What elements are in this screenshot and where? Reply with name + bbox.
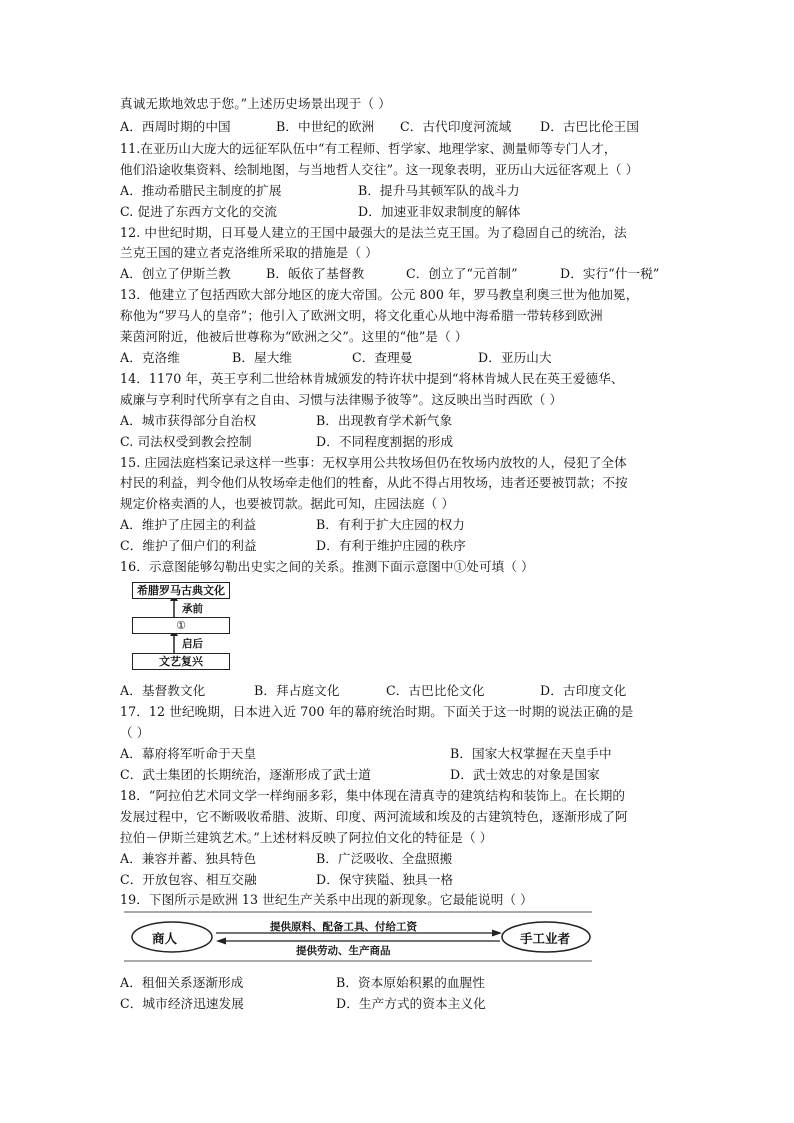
question-text: 17．12 世纪晚期，日本进入近 700 年的幕府统治时期。下面关于这一时期的说法正确的是 <box>120 704 634 719</box>
option-c: C. 促进了东西方文化的交流 <box>120 204 278 219</box>
option-b: B．有利于扩大庄园的权力 <box>316 517 465 532</box>
option-a: A．兼容并蓄、独具特色 <box>120 851 257 866</box>
flowchart-bottom-box: 文艺复兴 <box>132 653 230 670</box>
question-text: 发展过程中，它不断吸收希腊、波斯、印度、两河流域和埃及的古建筑特色，逐渐形成了阿 <box>120 809 628 824</box>
question-text: 规定价格卖酒的人，也要被罚款。据此可知，庄园法庭（ ） <box>120 496 455 511</box>
question-text: 真诚无欺地效忠于您。”上述历史场景出现于（ ） <box>120 96 391 111</box>
option-c: C．查理曼 <box>352 350 413 365</box>
option-c: C．古代印度河流域 <box>400 119 512 134</box>
question-text: 13．他建立了包括西欧大部分地区的庞大帝国。公元 800 年，罗马教皇利奥三世为他加冕， <box>120 287 639 302</box>
question-text: 11.在亚历山大庞大的远征军队伍中“有工程师、哲学家、地理学家、测量师等专门人才， <box>120 141 617 156</box>
option-c: C．创立了“元首制” <box>406 266 518 281</box>
option-d: D．有利于维护庄园的秩序 <box>316 538 466 553</box>
flowchart-arrow-label: 承前 <box>182 603 203 615</box>
option-d: D．亚历山大 <box>478 350 552 365</box>
question-text: 14．1170 年，英王亨利二世给林肯城颁发的特许状中提到“将林肯城人民在英王爱德华、 <box>120 371 624 386</box>
option-d: D．古印度文化 <box>540 683 627 698</box>
option-a: A．克洛维 <box>120 350 180 365</box>
option-c: C．开放包容、相互交融 <box>120 872 257 887</box>
option-a: A．城市获得部分自治权 <box>120 413 257 428</box>
option-d: D．武士效忠的对象是国家 <box>450 767 600 782</box>
option-a: A．创立了伊斯兰教 <box>120 266 231 281</box>
question-text: 称他为“罗马人的皇帝”；他引入了欧洲文明，将文化重心从地中海希腊一带转移到欧洲 <box>120 308 603 323</box>
option-c: C．古巴比伦文化 <box>386 683 485 698</box>
option-d: D．生产方式的资本主义化 <box>336 996 486 1011</box>
question-text: 莱茵河附近，他被后世尊称为“欧洲之父”。这里的“他”是（ ） <box>120 329 468 344</box>
question-text: （ ） <box>120 725 150 740</box>
question-text: 威廉与亨利时代所享有之自由、习惯与法律赐予彼等”。这反映出当时西欧（ ） <box>120 392 563 407</box>
craftsman-node: 手工业者 <box>520 931 571 946</box>
option-c: C．维护了佃户们的利益 <box>120 538 257 553</box>
option-b: B．出现教育学术新气象 <box>316 413 453 428</box>
question-text: 16．示意图能够勾勒出史实之间的关系。推测下面示意图中①处可填（ ） <box>120 559 534 574</box>
option-b: B．提升马其顿军队的战斗力 <box>358 183 520 198</box>
question-text: 12. 中世纪时期，日耳曼人建立的王国中最强大的是法兰克王国。为了稳固自己的统治，法 <box>120 225 627 240</box>
option-d: D．加速亚非奴隶制度的解体 <box>358 204 521 219</box>
flowchart-diagram <box>120 580 380 676</box>
question-text: 拉伯－伊斯兰建筑艺术。”上述材料反映了阿拉伯文化的特征是（ ） <box>120 830 493 845</box>
option-b: B．皈依了基督教 <box>266 266 365 281</box>
option-d: D．不同程度割据的形成 <box>316 434 454 449</box>
option-b: B．资本原始积累的血腥性 <box>336 975 485 990</box>
option-c: C．武士集团的长期统治，逐渐形成了武士道 <box>120 767 371 782</box>
option-a: A．西周时期的中国 <box>120 119 231 134</box>
option-a: A．幕府将军听命于天皇 <box>120 746 257 761</box>
option-b: B．国家大权掌握在天皇手中 <box>450 746 612 761</box>
question-text: 村民的利益，判令他们从牧场牵走他们的牲畜，从此不得占用牧场，违者还要被罚款；不按 <box>120 475 628 490</box>
question-text: 兰克王国的建立者克洛维所采取的措施是（ ） <box>120 245 378 260</box>
option-c: C．城市经济迅速发展 <box>120 996 244 1011</box>
option-b: B．广泛吸收、全盘照搬 <box>316 851 453 866</box>
arrow-label-bottom: 提供劳动、生产商品 <box>296 945 391 957</box>
trade-relation-diagram <box>120 911 596 963</box>
option-a: A．推动希腊民主制度的扩展 <box>120 183 282 198</box>
option-b: B．拜占庭文化 <box>254 683 340 698</box>
option-d: D．古巴比伦王国 <box>540 119 640 134</box>
question-text: 15. 庄园法庭档案记录这样一些事：无权享用公共牧场但仍在牧场内放牧的人，侵犯了全体 <box>120 455 627 470</box>
option-a: A．基督教文化 <box>120 683 206 698</box>
option-a: A．租佃关系逐渐形成 <box>120 975 244 990</box>
question-text: 19．下图所示是欧洲 13 世纪生产关系中出现的新现象。它最能说明（ ） <box>120 892 533 907</box>
flowchart-top-box: 希腊罗马古典文化 <box>132 582 230 599</box>
question-text: 他们沿途收集资料、绘制地图，与当地哲人交往”。这一现象表明，亚历山大远征客观上（ ） <box>120 162 639 177</box>
arrow-label-top: 提供原料、配备工具、付给工资 <box>270 921 417 933</box>
question-text: 18．“阿拉伯艺术同文学一样绚丽多彩，集中体现在清真寺的建筑结构和装饰上。在长期的 <box>120 788 626 803</box>
option-b: B．中世纪的欧洲 <box>276 119 375 134</box>
merchant-node: 商人 <box>152 931 178 946</box>
option-d: D．保守狭隘、独具一格 <box>316 872 454 887</box>
flowchart-middle-box: ① <box>132 617 230 634</box>
option-d: D．实行“什一税” <box>560 266 660 281</box>
option-a: A．维护了庄园主的利益 <box>120 517 257 532</box>
flowchart-arrow-label: 启后 <box>182 638 203 650</box>
option-b: B．屋大维 <box>232 350 293 365</box>
option-c: C. 司法权受到教会控制 <box>120 434 252 449</box>
